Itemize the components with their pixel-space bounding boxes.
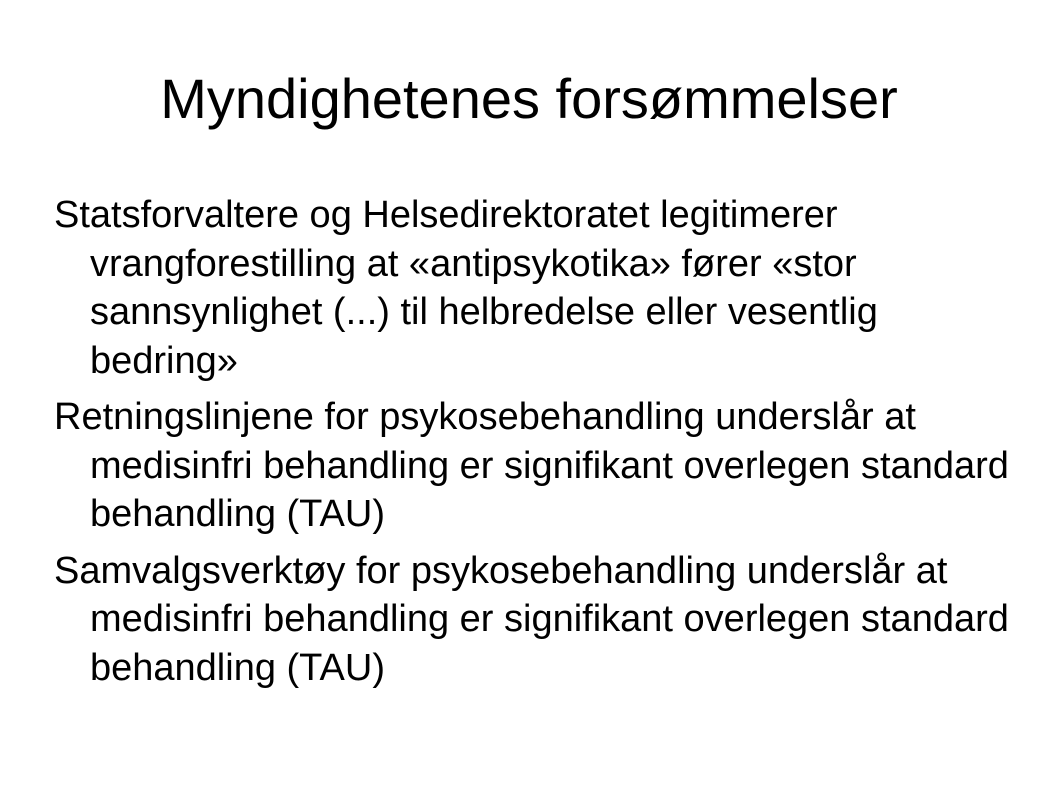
slide-body — [54, 191, 1014, 700]
paragraph-authorities-legitimize: Statsforvaltere og Helsedirektoratet legitimerer vrangforestilling at «antipsykotika» fører «stor sannsynlighet (...) til helbredelse eller vesentlig bedring» — [54, 194, 878, 382]
paragraph-guidelines: Retningslinjene for psykosebehandling underslår at medisinfri behandling er signifikant overlegen standard behandling (TAU) — [54, 396, 1009, 535]
slide-title: Myndighetenes forsømmelser — [160, 67, 898, 130]
paragraph-decision-tool: Samvalgsverktøy for psykosebehandling underslår at medisinfri behandling er signifikant overlegen standard behandling (TAU) — [54, 549, 1009, 689]
